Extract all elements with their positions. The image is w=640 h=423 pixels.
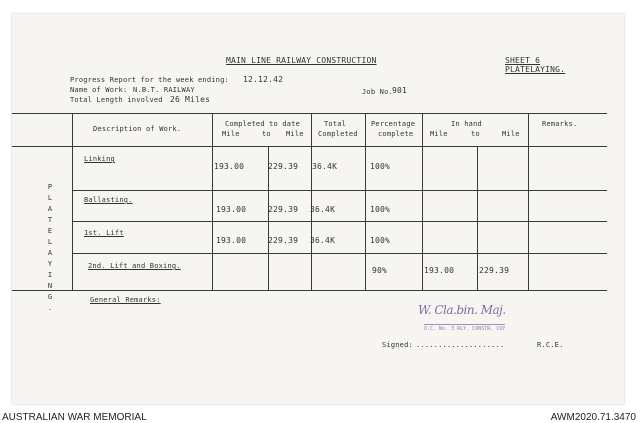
table-bottom-border xyxy=(12,290,607,291)
column-divider xyxy=(311,113,312,290)
signed-label: Signed: xyxy=(382,341,413,349)
row-total: 36.4K xyxy=(310,236,336,245)
total-length-value: 26 Miles xyxy=(170,95,211,104)
work-name-label: Name of Work: xyxy=(70,86,128,94)
row-percent: 100% xyxy=(370,162,391,171)
column-divider xyxy=(477,146,478,290)
column-divider xyxy=(212,113,213,290)
row-mile-from: 193.00 xyxy=(214,162,245,171)
row-mile-to: 229.39 xyxy=(268,205,299,214)
row-mile-from: 193.00 xyxy=(216,236,247,245)
row-mile-from: 193.00 xyxy=(216,205,247,214)
row-description: Ballasting. xyxy=(84,196,133,204)
row-hand-to: 229.39 xyxy=(479,266,510,275)
table-top-border xyxy=(12,113,607,114)
column-divider xyxy=(528,113,529,290)
sheet-subtitle: PLATELAYING. xyxy=(505,65,566,74)
col-header-completed: Completed xyxy=(318,130,358,138)
row-divider xyxy=(72,190,607,191)
col-header-remarks: Remarks. xyxy=(542,120,578,128)
general-remarks-label: General Remarks: xyxy=(90,296,161,304)
row-percent: 100% xyxy=(370,205,391,214)
row-divider xyxy=(72,253,607,254)
total-length-label: Total Length involved xyxy=(70,96,163,104)
row-mile-to: 229.39 xyxy=(268,236,299,245)
column-divider xyxy=(422,113,423,290)
col-header-hand-mile-to: Mile xyxy=(502,130,520,138)
col-header-hand-to: to xyxy=(471,130,480,138)
row-hand-from: 193.00 xyxy=(424,266,455,275)
row-description: 1st. Lift xyxy=(84,229,124,237)
col-header-total: Total xyxy=(324,120,347,128)
col-header-description: Description of Work. xyxy=(93,125,182,133)
row-mile-to: 229.39 xyxy=(268,162,299,171)
col-header-hand-mile-from: Mile xyxy=(430,130,448,138)
col-header-completed-to-date: Completed to date xyxy=(225,120,301,128)
signature-line: .................... xyxy=(416,341,505,349)
footer-accession-number: AWM2020.71.3470 xyxy=(550,412,636,423)
col-header-to: to xyxy=(262,130,271,138)
col-header-percentage: Percentage xyxy=(371,120,416,128)
row-percent: 90% xyxy=(372,266,388,275)
progress-label: Progress Report for the week ending: xyxy=(70,76,229,84)
row-description: Linking xyxy=(84,155,115,163)
row-total: 36.4K xyxy=(310,205,336,214)
row-divider xyxy=(72,221,607,222)
side-label-platelaying: P L A T E L A Y I N G . xyxy=(47,183,53,312)
signature-role: R.C.E. xyxy=(537,341,564,349)
column-divider xyxy=(365,113,366,290)
col-header-mile-from: Mile xyxy=(222,130,240,138)
week-ending-value: 12.12.42 xyxy=(243,75,284,84)
stamp-text: O.C. No. 3 RLY. CONSTR. COY xyxy=(424,326,506,332)
footer-institution: AUSTRALIAN WAR MEMORIAL xyxy=(2,412,147,423)
column-divider xyxy=(72,113,73,290)
row-description: 2nd. Lift and Boxing. xyxy=(88,262,181,270)
col-header-in-hand: In hand xyxy=(451,120,482,128)
handwritten-signature: W. Cla.bin. Maj. xyxy=(418,303,506,317)
col-header-mile-to: Mile xyxy=(286,130,304,138)
document-title: MAIN LINE RAILWAY CONSTRUCTION xyxy=(226,56,377,65)
row-percent: 100% xyxy=(370,236,391,245)
work-name-value: N.B.T. RAILWAY xyxy=(133,86,195,94)
job-number-label: Job No. xyxy=(362,88,393,96)
signature-stamp xyxy=(410,303,528,335)
job-number-value: 901 xyxy=(392,86,408,95)
col-header-complete: complete xyxy=(378,130,414,138)
row-total: 36.4K xyxy=(312,162,338,171)
sheet-number: SHEET 6 xyxy=(505,56,541,65)
header-bottom-border xyxy=(12,146,607,147)
